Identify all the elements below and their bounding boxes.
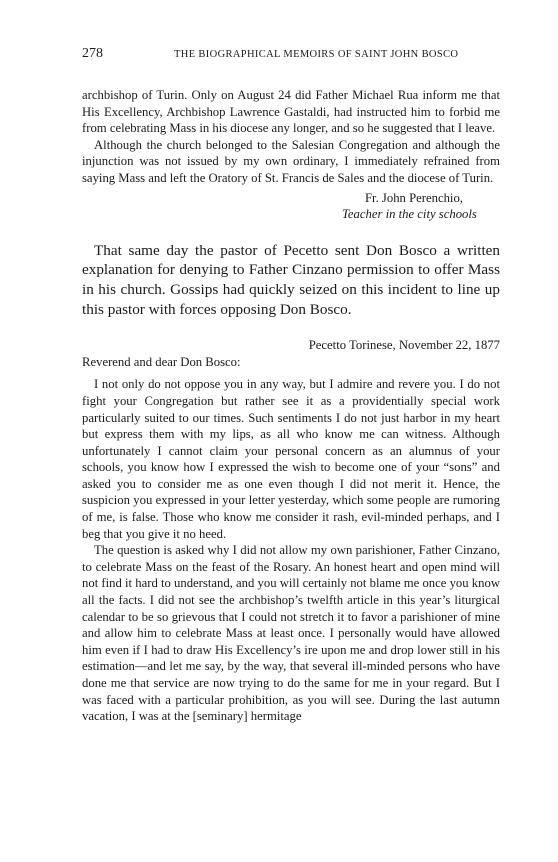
letter2-paragraph-1: I not only do not oppose you in any way, but I admire and revere you. I do not fight your Congregation but rather see it as a providentially special work particularly suited to our times. Such sentiments I do not just harbor in my heart but express them with my lips, as all who know me can witness. Although unfortunately I cannot claim your personal concern as an alumnus of your schools, you know how I expressed the wish to become one of your “sons” and asked you to consider me as one even though I did not merit it. Hence, the suspicion you expressed in your letter yesterday, which some people are rumoring of me, is false. Those who know me consider it rash, evil-minded perhaps, and I beg that you give it no heed. bbox=[82, 377, 500, 541]
letter1-signature bbox=[342, 190, 500, 223]
letter1-paragraph-1: archbishop of Turin. Only on August 24 did Father Michael Rua inform me that His Excellency, Archbishop Lawrence Gastaldi, had instructed him to forbid me from celebrating Mass in his diocese any longer, and so he suggested that I leave. bbox=[82, 88, 500, 136]
signature-title: Teacher in the city schools bbox=[342, 207, 477, 222]
page-header bbox=[82, 46, 500, 63]
page-number: 278 bbox=[82, 46, 103, 61]
book-page bbox=[82, 46, 500, 725]
letter2-salutation: Reverend and dear Don Bosco: bbox=[82, 354, 241, 369]
letter2-paragraph-2: The question is asked why I did not allow my own parishioner, Father Cinzano, to celebrate Mass on the feast of the Rosary. An honest heart and open mind will not find it hard to understand, and you will certainly not blame me once you know all the facts. I did not see the archbishop’s twelfth article in this year’s liturgical calendar to be so grievous that I could not stretch it to favor a parishioner of mine and allow him to celebrate Mass at least once. I personally would have allowed him even if I had to draw His Excellency’s ire upon me and drop lower still in his estimation—and let me say, by the way, that several ill-minded persons who have done me that service are now trying to do the same for me in your regard. But I was faced with a particular prohibition, as you will see. During the last autumn vacation, I was at the [seminary] hermitage bbox=[82, 543, 500, 724]
signature-name: Fr. John Perenchio, bbox=[365, 190, 463, 205]
letter1-paragraph-2: Although the church belonged to the Salesian Congregation and although the injunction was not issued by my own ordinary, I immediately refrained from saying Mass and left the Oratory of St. Francis de Sales and the diocese of Turin. bbox=[82, 137, 500, 185]
narrative-paragraph: That same day the pastor of Pecetto sent Don Bosco a written explanation for denying to Father Cinzano permission to offer Mass in his church. Gossips had quickly seized on this incident to line up this pastor with forces opposing Don Bosco. bbox=[82, 241, 500, 318]
running-head: THE BIOGRAPHICAL MEMOIRS OF SAINT JOHN BOSCO bbox=[174, 49, 459, 60]
letter2-dateline: Pecetto Torinese, November 22, 1877 bbox=[308, 338, 500, 353]
